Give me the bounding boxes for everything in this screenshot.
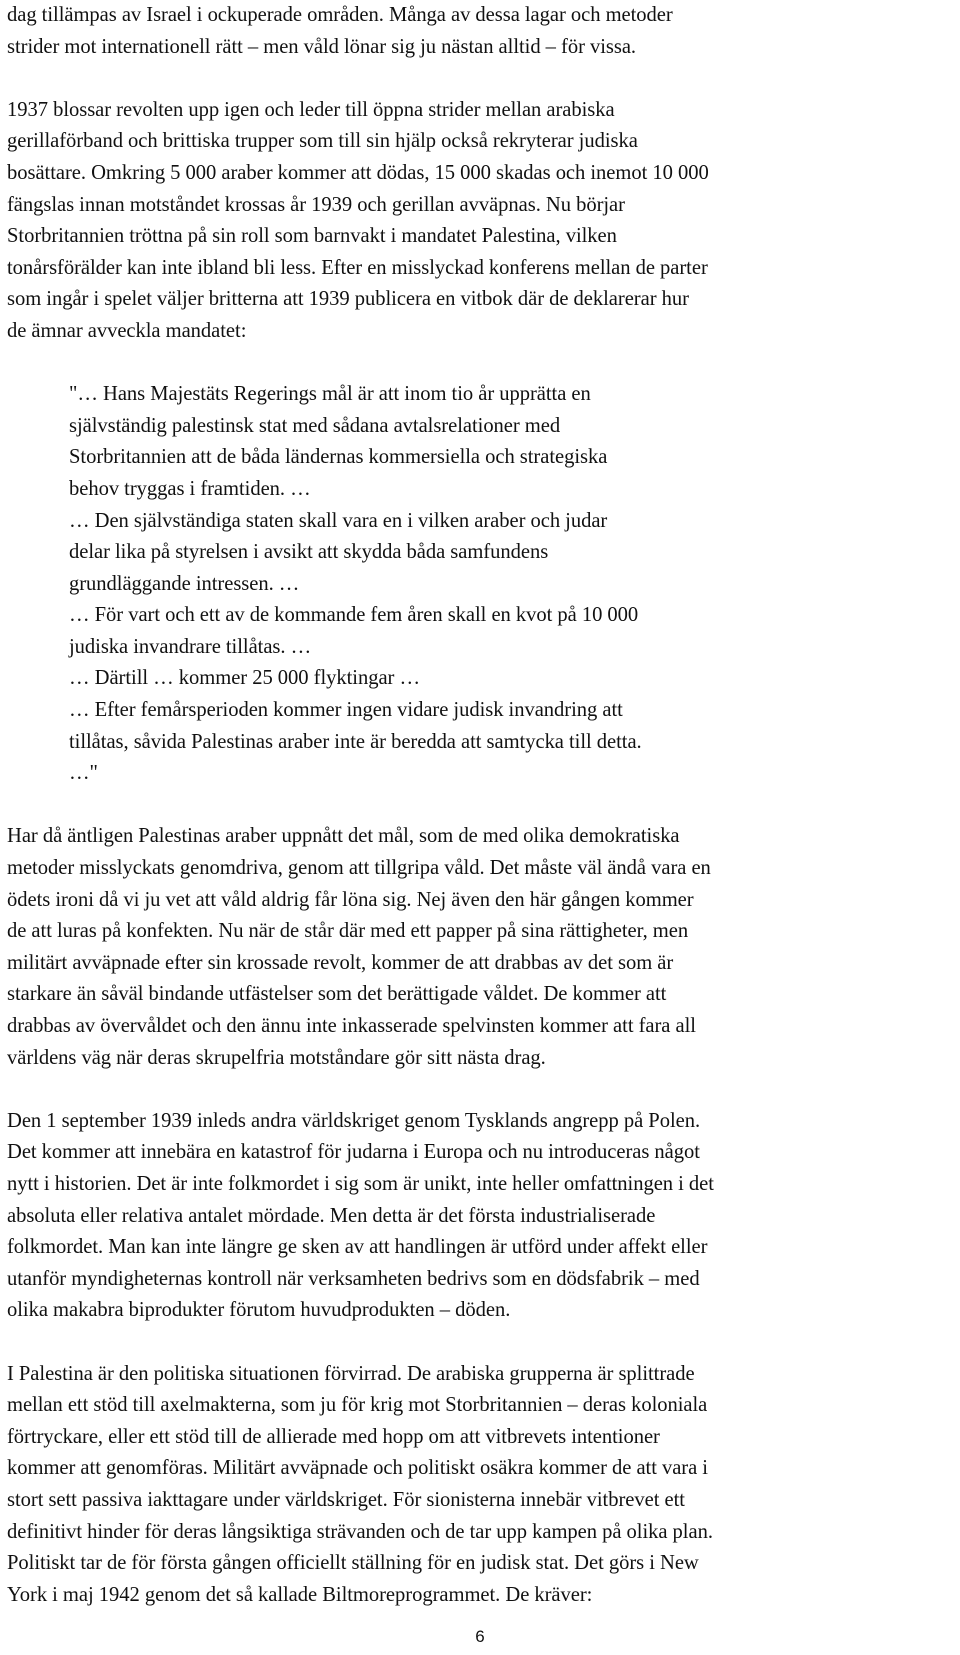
quote-line: … Den självständiga staten skall vara en i vilken araber och judar [69,509,608,532]
quote-line: … För vart och ett av de kommande fem åren skall en kvot på 10 000 [69,604,639,627]
quote-line: delar lika på styrelsen i avsikt att skydda båda samfundens [69,541,549,564]
text-line: Det kommer att innebära en katastrof för judarna i Europa och nu introduceras något [7,1141,700,1164]
text-line: mellan ett stöd till axelmakterna, som ju för krig mot Storbritannien – deras koloniala [7,1394,708,1417]
text-line: förtryckare, eller ett stöd till de allierade med hopp om att vitbrevets intentioner [7,1425,660,1448]
text-line: militärt avväpnade efter sin krossade revolt, kommer de att drabbas av det som är [7,951,674,974]
quote-line: judiska invandrare tillåtas. … [69,635,312,658]
text-line: I Palestina är den politiska situationen förvirrad. De arabiska grupperna är splittrade [7,1362,695,1385]
paragraph-palestine [7,1359,953,1612]
paragraph-intro [7,0,953,63]
text-line: drabbas av övervåldet och den ännu inte inkasserade spelvinsten kommer att fara all [7,1015,696,1037]
text-line: absoluta eller relativa antalet mördade. Men detta är det första industrialiserade [7,1204,656,1227]
text-line: Politiskt tar de för första gången officiellt ställning för en judisk stat. Det görs i New [7,1552,699,1575]
text-line: Har då äntligen Palestinas araber uppnått det mål, som de med olika demokratiska [7,825,680,848]
text-line: världens väg när deras skrupelfria motståndare gör sitt nästa drag. [7,1046,546,1069]
text-line: tonårsförälder kan inte ibland bli less. Efter en misslyckad konferens mellan de parter [7,256,708,279]
text-line: stort sett passiva iakttagare under världskriget. För sionisterna innebär vitbrevet ett [7,1488,685,1511]
quote-line: grundläggande intressen. … [69,572,300,595]
text-line: metoder misslyckats genomdriva, genom att tillgripa våld. Det måste väl ändå vara en [7,857,711,880]
quote-line: … Därtill … kommer 25 000 flyktingar … [69,667,420,690]
paragraph-world-war [7,1106,953,1327]
text-line: ödets ironi då vi ju vet att våld aldrig får löna sig. Nej även den här gången kommer [7,888,694,911]
text-line: 1937 blossar revolten upp igen och leder till öppna strider mellan arabiska [7,98,615,121]
paragraph-irony [7,821,953,1074]
text-line: som ingår i spelet väljer britterna att 1939 publicera en vitbok där de deklarerar hur [7,288,689,311]
text-line: definitivt hinder för deras långsiktiga strävanden och de tar upp kampen på olika plan. [7,1520,713,1543]
text-line: fängslas innan motståndet krossas år 1939 och gerillan avväpnas. Nu börjar [7,193,625,216]
text-line: York i maj 1942 genom det så kallade Biltmoreprogrammet. De kräver: [7,1583,593,1606]
white-paper-quote [69,379,953,790]
text-line: Den 1 september 1939 inleds andra världskriget genom Tysklands angrepp på Polen. [7,1109,701,1132]
text-line: strider mot internationell rätt – men våld lönar sig ju nästan alltid – för vissa. [7,35,637,58]
text-line: gerillaförband och brittiska trupper som till sin hjälp också rekryterar judiska [7,130,638,153]
text-line: Storbritannien tröttna på sin roll som barnvakt i mandatet Palestina, vilken [7,225,617,248]
text-line: kommer att genomföras. Militärt avväpnade och politiskt osäkra kommer de att vara i [7,1457,708,1480]
text-line: dag tillämpas av Israel i ockuperade områden. Många av dessa lagar och metoder [7,4,673,26]
text-line: utanför myndigheternas kontroll när verksamheten bedrivs som en dödsfabrik – med [7,1267,700,1290]
quote-line: självständig palestinsk stat med sådana avtalsrelationer med [69,414,561,437]
text-line: de ämnar avveckla mandatet: [7,319,247,342]
paragraph-revolt [7,95,953,348]
text-line: nytt i historien. Det är inte folkmordet i sig som är unikt, inte heller omfattningen i det [7,1172,714,1195]
quote-line: "… Hans Majestäts Regerings mål är att inom tio år upprätta en [69,383,591,406]
quote-line: Storbritannien att de båda ländernas kommersiella och strategiska [69,446,608,469]
text-line: bosättare. Omkring 5 000 araber kommer att dödas, 15 000 skadas och inemot 10 000 [7,161,709,184]
quote-line: … Efter femårsperioden kommer ingen vidare judisk invandring att [69,699,623,722]
document-page [7,0,953,1611]
text-line: folkmordet. Man kan inte längre ge sken av att handlingen är utförd under affekt eller [7,1236,708,1259]
text-line: olika makabra biprodukter förutom huvudprodukten – döden. [7,1299,511,1322]
text-line: starkare än såväl bindande utfästelser som det berättigade våldet. De kommer att [7,983,667,1006]
page-number: 6 [475,1627,485,1646]
text-line: de att luras på konfekten. Nu när de står där med ett papper på sina rättigheter, men [7,920,689,943]
quote-line: behov tryggas i framtiden. … [69,477,311,500]
quote-line: …" [69,762,98,785]
quote-line: tillåtas, såvida Palestinas araber inte är beredda att samtycka till detta. [69,730,642,753]
